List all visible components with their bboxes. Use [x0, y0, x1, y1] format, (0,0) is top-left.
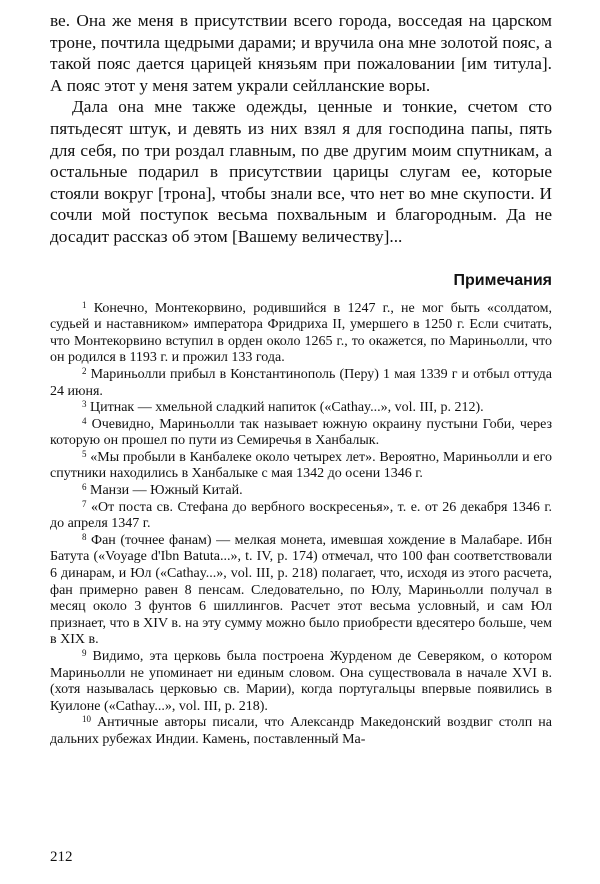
note-text: Очевидно, Мариньолли так называет южную окраину пустыни Гоби, через которую он прошел по пути из Семиречья в Ханбалык.	[50, 416, 553, 449]
note-text: «От поста св. Стефана до вербного воскресенья», т. е. от 26 декабря 1346 г. до апреля 1347 г.	[50, 499, 552, 532]
note-text: Античные авторы писали, что Александр Македонский воздвиг столп на дальних рубежах Индии. Камень, поставленный Ма-	[50, 715, 552, 747]
note-number: 8	[82, 531, 87, 542]
note-item	[50, 715, 552, 748]
note-text: Видимо, эта церковь была построена Журденом де Северяком, о котором Мариньолли не упоминает ни единым словом. Она существовала в начале XVI в. (хотя называлась церковью св. Марии), когда португальцы впервые появились в Куилоне («Cathay...», vol. III, p. 218).	[50, 649, 552, 714]
note-item	[50, 483, 552, 500]
notes-title: Примечания	[453, 271, 552, 289]
note-number: 9	[82, 648, 87, 658]
note-item	[50, 301, 552, 367]
main-text	[50, 10, 552, 248]
note-number: 3	[82, 399, 87, 410]
page	[50, 10, 552, 749]
note-text: Мариньолли прибыл в Константинополь (Перу) 1 мая 1339 г и отбыл оттуда 24 июня.	[50, 366, 552, 399]
note-item	[50, 500, 552, 533]
note-number: 6	[82, 482, 87, 493]
page-number: 212	[50, 849, 73, 865]
note-item	[50, 533, 552, 649]
paragraph-1: ве. Она же меня в присутствии всего города, восседая на царском троне, почтила щедрыми дарами; и вручила она мне золотой пояс, а такой пояс дается царицей князьям при пожаловании [им титула]. А пояс этот у меня затем украли сейлланские воры.	[50, 11, 552, 95]
note-number: 4	[82, 415, 87, 426]
note-text: «Мы пробыли в Канбалеке около четырех лет». Вероятно, Мариньолли и его спутники находились в Ханбалыке с мая 1342 до осени 1346 г.	[50, 449, 552, 482]
note-text: Фан (точнее фанам) — мелкая монета, имевшая хождение в Малабаре. Ибн Батута («Voyage d'Ibn Batuta...», t. IV, p. 174) отмечал, что 100 фан соответствовали 6 динарам, и Юл («Cathay...», vol. III, p. 218) полагает, что, исходя из этого расчета, фан примерно равен 8 пенсам. Следовательно, по Юлу, Мариньолли получал в месяц около 3 фунтов 6 шиллингов. Расчет этот весьма условный, и сам Юл признает, что в XIV в. на эту сумму можно было приобрести вдесятеро больше, чем в XIX в.	[50, 532, 552, 648]
note-number: 10	[82, 714, 91, 725]
note-number: 7	[82, 498, 87, 509]
note-number: 2	[82, 365, 87, 376]
note-item	[50, 367, 552, 400]
note-item	[50, 649, 552, 715]
paragraph-2: Дала она мне также одежды, ценные и тонкие, счетом сто пятьдесят штук, и девять из них взял я для господина папы, пять для себя, по три роздал главным, по две другим моим спутникам, а остальные подарил в присутствии царицы слугам ее, которые стояли вокруг [трона], чтобы знали все, что нет во мне скупости. И сочли мой поступок весьма похвальным и благородным. Да не досадит рассказ об этом [Вашему величеству]...	[50, 97, 552, 246]
note-item	[50, 400, 552, 417]
note-number: 1	[82, 299, 87, 310]
note-text: Цитнак — хмельной сладкий напиток («Cathay...», vol. III, p. 212).	[90, 400, 484, 416]
note-item	[50, 417, 552, 450]
note-text: Манзи — Южный Китай.	[90, 483, 243, 499]
note-item	[50, 450, 552, 483]
notes-list	[50, 301, 552, 749]
note-text: Конечно, Монтекорвино, родившийся в 1247 г., не мог быть «солдатом, судьей и наставником» императора Фридриха II, умершего в 1250 г. Если считать, что Монтекорвино вступил в орден около 1265 г., то окажется, по Мариньолли, что он родился в 1193 г. и прожил 133 года.	[50, 300, 552, 366]
note-number: 5	[82, 448, 87, 459]
